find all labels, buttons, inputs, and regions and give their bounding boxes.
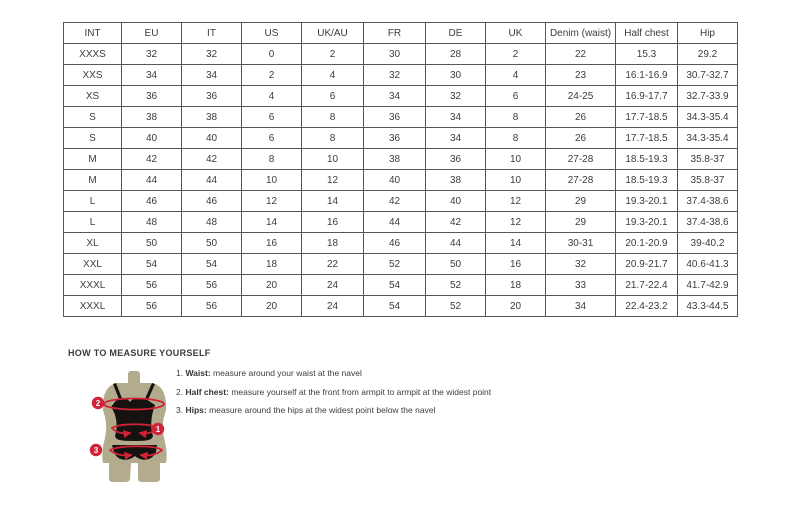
table-cell: 17.7-18.5: [616, 107, 678, 128]
table-cell: 8: [302, 128, 364, 149]
table-cell: 30: [364, 44, 426, 65]
table-row: [64, 107, 738, 128]
table-cell: 44: [364, 212, 426, 233]
table-cell: 48: [182, 212, 242, 233]
table-cell: 38: [182, 107, 242, 128]
table-row: [64, 170, 738, 191]
measure-step-hips: [176, 405, 491, 415]
table-cell: 12: [486, 212, 546, 233]
table-row: [64, 233, 738, 254]
table-cell: 34: [364, 86, 426, 107]
table-cell: 56: [122, 275, 182, 296]
table-row: [64, 86, 738, 107]
column-header: UK: [486, 23, 546, 44]
table-cell: 42: [364, 191, 426, 212]
table-cell: 2: [486, 44, 546, 65]
measure-steps: [176, 368, 491, 424]
table-cell: 29: [546, 191, 616, 212]
table-cell: 54: [364, 296, 426, 317]
table-cell: 54: [364, 275, 426, 296]
table-cell: 16.9-17.7: [616, 86, 678, 107]
measure-section-title: HOW TO MEASURE YOURSELF: [68, 348, 211, 358]
table-cell: 12: [486, 191, 546, 212]
table-cell: 20: [486, 296, 546, 317]
table-cell: 18: [486, 275, 546, 296]
table-cell: 29: [546, 212, 616, 233]
table-cell: 27-28: [546, 149, 616, 170]
size-chart-table: [63, 22, 738, 317]
table-cell: 40: [426, 191, 486, 212]
table-cell: 24: [302, 275, 364, 296]
table-cell: 41.7-42.9: [678, 275, 738, 296]
table-cell: 36: [364, 128, 426, 149]
step-text: measure yourself at the front from armpit to armpit at the widest point: [231, 386, 492, 397]
table-cell: 8: [242, 149, 302, 170]
table-cell: 32: [546, 254, 616, 275]
table-cell: 35.8-37: [678, 170, 738, 191]
table-cell: 8: [302, 107, 364, 128]
table-cell: 6: [242, 107, 302, 128]
table-cell: 43.3-44.5: [678, 296, 738, 317]
table-cell: 46: [364, 233, 426, 254]
table-cell: 56: [122, 296, 182, 317]
table-cell: 8: [486, 128, 546, 149]
table-cell: 10: [486, 149, 546, 170]
table-cell: 14: [486, 233, 546, 254]
table-cell: 26: [546, 128, 616, 149]
table-cell: 29.2: [678, 44, 738, 65]
column-header: Hip: [678, 23, 738, 44]
table-cell: 18.5-19.3: [616, 149, 678, 170]
table-cell: XXL: [64, 254, 122, 275]
table-cell: L: [64, 212, 122, 233]
table-cell: 34: [426, 128, 486, 149]
table-cell: S: [64, 128, 122, 149]
table-cell: 33: [546, 275, 616, 296]
header-row: [64, 23, 738, 44]
table-cell: 30-31: [546, 233, 616, 254]
table-cell: 34.3-35.4: [678, 107, 738, 128]
table-cell: 16: [242, 233, 302, 254]
table-cell: 24-25: [546, 86, 616, 107]
table-cell: 38: [364, 149, 426, 170]
table-cell: 42: [182, 149, 242, 170]
table-cell: 39-40.2: [678, 233, 738, 254]
table-cell: 21.7-22.4: [616, 275, 678, 296]
table-cell: 32: [122, 44, 182, 65]
table-cell: 23: [546, 65, 616, 86]
table-cell: 17.7-18.5: [616, 128, 678, 149]
table-cell: 16: [302, 212, 364, 233]
table-cell: 52: [364, 254, 426, 275]
table-cell: 8: [486, 107, 546, 128]
table-cell: XXXL: [64, 296, 122, 317]
table-row: [64, 254, 738, 275]
table-cell: 44: [122, 170, 182, 191]
column-header: UK/AU: [302, 23, 364, 44]
table-cell: 20.1-20.9: [616, 233, 678, 254]
step-number: 2.: [176, 386, 184, 397]
table-cell: 4: [302, 65, 364, 86]
table-cell: XXXS: [64, 44, 122, 65]
table-row: [64, 128, 738, 149]
table-cell: 52: [426, 275, 486, 296]
table-cell: 42: [122, 149, 182, 170]
table-cell: 12: [302, 170, 364, 191]
table-cell: XXXL: [64, 275, 122, 296]
table-cell: 20: [242, 296, 302, 317]
column-header: IT: [182, 23, 242, 44]
table-cell: 52: [426, 296, 486, 317]
table-cell: 24: [302, 296, 364, 317]
table-cell: 54: [122, 254, 182, 275]
badge-3-number: 3: [93, 445, 99, 455]
step-label: Half chest:: [185, 386, 229, 397]
mannequin-right-thigh: [138, 463, 160, 482]
column-header: DE: [426, 23, 486, 44]
measure-step-waist: [176, 368, 491, 378]
table-cell: 36: [182, 86, 242, 107]
table-cell: 40.6-41.3: [678, 254, 738, 275]
table-cell: 22: [302, 254, 364, 275]
table-cell: 38: [122, 107, 182, 128]
table-cell: 19.3-20.1: [616, 212, 678, 233]
table-cell: 14: [302, 191, 364, 212]
table-cell: 35.8-37: [678, 149, 738, 170]
table-row: [64, 65, 738, 86]
table-cell: 6: [302, 86, 364, 107]
table-cell: 37.4-38.6: [678, 191, 738, 212]
table-cell: 18: [242, 254, 302, 275]
column-header: US: [242, 23, 302, 44]
mannequin-left-thigh: [109, 463, 131, 482]
swimsuit-top: [111, 398, 155, 441]
column-header: Denim (waist): [546, 23, 616, 44]
table-cell: 15.3: [616, 44, 678, 65]
column-header: FR: [364, 23, 426, 44]
table-cell: 22.4-23.2: [616, 296, 678, 317]
table-cell: 56: [182, 296, 242, 317]
step-label: Hips:: [185, 405, 207, 415]
table-cell: 32: [426, 86, 486, 107]
step-number: 1.: [176, 368, 184, 378]
table-cell: 20.9-21.7: [616, 254, 678, 275]
table-cell: L: [64, 191, 122, 212]
table-cell: 0: [242, 44, 302, 65]
table-cell: 50: [122, 233, 182, 254]
table-cell: 34: [546, 296, 616, 317]
table-cell: 18.5-19.3: [616, 170, 678, 191]
table-cell: 32: [182, 44, 242, 65]
table-cell: 42: [426, 212, 486, 233]
table-cell: 34: [182, 65, 242, 86]
table-cell: 4: [242, 86, 302, 107]
table-cell: 12: [242, 191, 302, 212]
table-cell: 36: [122, 86, 182, 107]
table-cell: 19.3-20.1: [616, 191, 678, 212]
table-cell: 56: [182, 275, 242, 296]
table-cell: 36: [364, 107, 426, 128]
step-text: measure around your waist at the navel: [213, 368, 362, 378]
step-text: measure around the hips at the widest point below the navel: [209, 405, 436, 415]
table-cell: 50: [182, 233, 242, 254]
table-row: [64, 191, 738, 212]
table-cell: 28: [426, 44, 486, 65]
table-cell: 32: [364, 65, 426, 86]
step-label: Waist:: [185, 368, 211, 378]
table-row: [64, 212, 738, 233]
table-cell: 37.4-38.6: [678, 212, 738, 233]
table-cell: 20: [242, 275, 302, 296]
table-cell: 26: [546, 107, 616, 128]
table-cell: 34: [122, 65, 182, 86]
table-row: [64, 296, 738, 317]
table-cell: 32.7-33.9: [678, 86, 738, 107]
table-cell: 36: [426, 149, 486, 170]
table-cell: 40: [364, 170, 426, 191]
table-cell: 50: [426, 254, 486, 275]
table-cell: 34.3-35.4: [678, 128, 738, 149]
measure-step-half-chest: [176, 387, 491, 397]
table-cell: M: [64, 149, 122, 170]
badge-1-number: 1: [155, 424, 161, 434]
column-header: INT: [64, 23, 122, 44]
table-cell: 14: [242, 212, 302, 233]
table-cell: 6: [486, 86, 546, 107]
column-header: Half chest: [616, 23, 678, 44]
table-cell: 40: [122, 128, 182, 149]
table-cell: 38: [426, 170, 486, 191]
table-cell: 46: [122, 191, 182, 212]
table-cell: 2: [302, 44, 364, 65]
step-number: 3.: [176, 405, 184, 415]
table-row: [64, 275, 738, 296]
table-cell: 18: [302, 233, 364, 254]
table-row: [64, 44, 738, 65]
table-cell: 44: [182, 170, 242, 191]
table-cell: 16: [486, 254, 546, 275]
table-cell: 16.1-16.9: [616, 65, 678, 86]
table-cell: XS: [64, 86, 122, 107]
table-cell: XL: [64, 233, 122, 254]
badge-2-number: 2: [95, 398, 101, 408]
table-cell: 10: [486, 170, 546, 191]
table-cell: 54: [182, 254, 242, 275]
mannequin-neck: [128, 371, 140, 385]
table-cell: 30: [426, 65, 486, 86]
table-cell: S: [64, 107, 122, 128]
table-cell: 27-28: [546, 170, 616, 191]
table-cell: 2: [242, 65, 302, 86]
table-cell: 40: [182, 128, 242, 149]
table-cell: 4: [486, 65, 546, 86]
table-cell: 10: [242, 170, 302, 191]
table-cell: 6: [242, 128, 302, 149]
table-cell: 10: [302, 149, 364, 170]
table-cell: 30.7-32.7: [678, 65, 738, 86]
table-cell: 46: [182, 191, 242, 212]
table-row: [64, 149, 738, 170]
column-header: EU: [122, 23, 182, 44]
table-cell: 48: [122, 212, 182, 233]
table-cell: 34: [426, 107, 486, 128]
table-cell: XXS: [64, 65, 122, 86]
table-cell: M: [64, 170, 122, 191]
table-cell: 44: [426, 233, 486, 254]
table-cell: 22: [546, 44, 616, 65]
